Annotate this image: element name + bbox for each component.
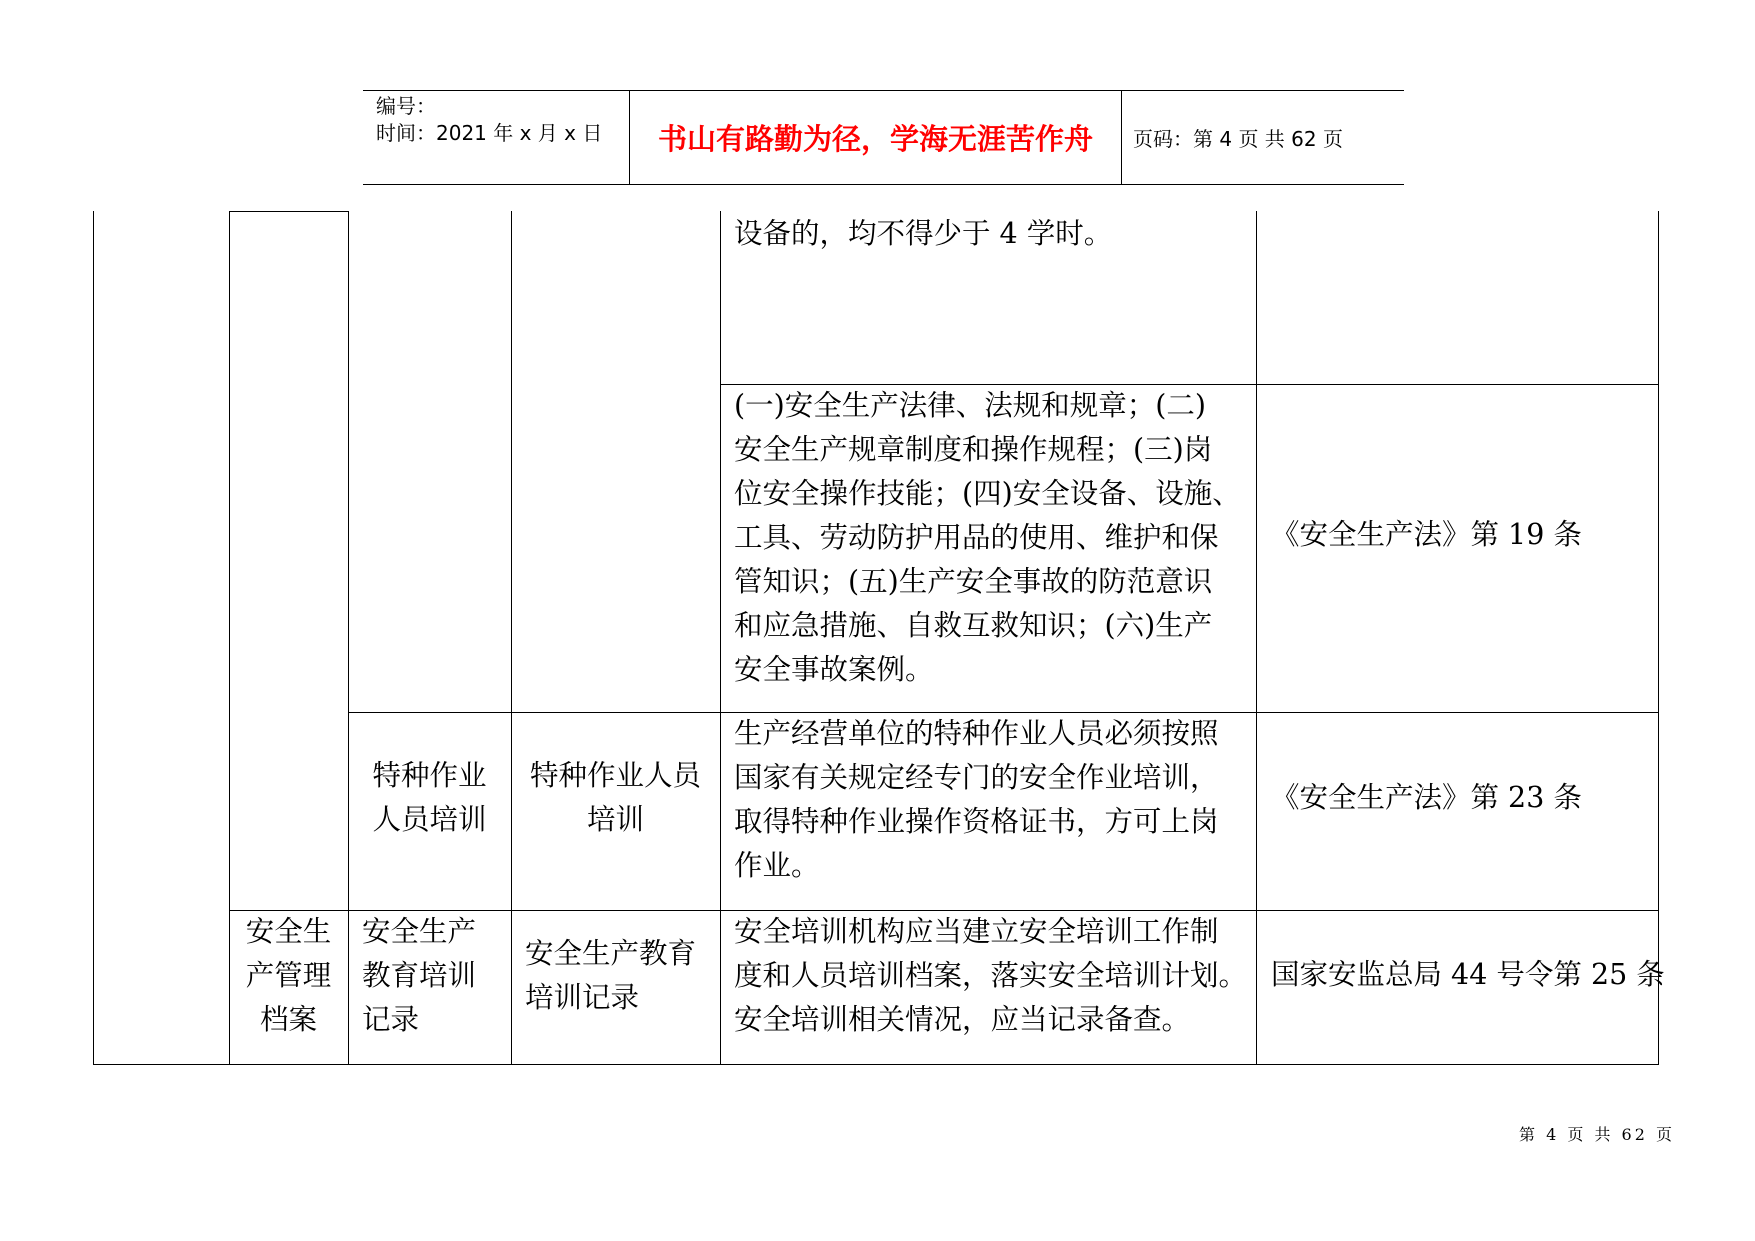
header-bottom-rule — [363, 184, 1404, 185]
table-cell-requirement-archives — [511, 910, 721, 1065]
table-cell-item-special-operations — [348, 712, 512, 911]
cell-text-line: 安全培训相关情况，应当记录备查。 — [734, 1003, 1191, 1036]
cell-text-line: 教育培训 — [362, 959, 477, 992]
cell-text-line: 人员培训 — [372, 803, 487, 836]
header-divider — [1121, 90, 1122, 184]
date-label: 时间：2021 年 x 月 x 日 — [376, 121, 603, 145]
motto-banner: 书山有路勤为径，学海无涯苦作舟 — [657, 122, 1093, 156]
cell-text-line: 档案 — [259, 1003, 317, 1036]
table-cell-subcategory-continued — [229, 211, 349, 911]
table-cell-basis-training — [1256, 384, 1659, 713]
cell-text-line: 作业。 — [734, 849, 820, 882]
regulation-table — [93, 211, 1665, 1065]
cell-text-line: 培训记录 — [525, 981, 640, 1014]
cell-text-line: 安全事故案例。 — [734, 653, 934, 686]
table-cell-requirement-special-operations — [511, 712, 721, 911]
cell-text-line: 培训 — [586, 803, 644, 836]
table-cell-content-archives — [720, 910, 1257, 1065]
table-cell-requirement-continued — [511, 211, 721, 713]
cell-text-line: 安全生 — [245, 915, 332, 948]
cell-text-line: 安全培训机构应当建立安全培训工作制 — [734, 915, 1219, 948]
cell-text-line: 国家有关规定经专门的安全作业培训， — [734, 761, 1219, 794]
table-cell-basis-continued — [1256, 211, 1659, 385]
table-cell-category-continued — [93, 211, 230, 1065]
serial-number-label: 编号： — [376, 94, 436, 118]
cell-text-line: 安全生产 — [362, 915, 477, 948]
table-cell-item-continued — [348, 211, 512, 713]
cell-text-line: 记录 — [362, 1003, 420, 1036]
table-cell-basis-archives — [1256, 910, 1665, 1065]
cell-text-line: 《安全生产法》第 23 条 — [1271, 781, 1582, 814]
cell-text-line: 安全生产教育 — [525, 937, 697, 970]
header-meta — [376, 93, 602, 147]
cell-text-line: 和应急措施、自救互救知识；(六)生产 — [734, 609, 1213, 642]
cell-text-line: 《安全生产法》第 19 条 — [1271, 518, 1582, 551]
cell-text-line: 位安全操作技能；(四)安全设备、设施、 — [734, 477, 1241, 510]
cell-text-line: 产管理 — [245, 959, 332, 992]
table-cell-content-continued — [720, 211, 1257, 385]
cell-text-line: 安全生产规章制度和操作规程；(三)岗 — [734, 433, 1213, 466]
cell-text-line: 国家安监总局 44 号令第 25 条 — [1271, 958, 1665, 991]
cell-text-line: 工具、劳动防护用品的使用、维护和保 — [734, 521, 1219, 554]
table-cell-category-archives — [229, 910, 349, 1065]
cell-text-line: 取得特种作业操作资格证书，方可上岗 — [734, 805, 1219, 838]
table-cell-content-training — [720, 384, 1257, 713]
cell-text-line: 管知识；(五)生产安全事故的防范意识 — [734, 565, 1213, 598]
cell-text-line: 特种作业 — [372, 759, 487, 792]
footer-page-number: 第 4 页 共 62 页 — [1519, 1125, 1675, 1144]
cell-text-line: 生产经营单位的特种作业人员必须按照 — [734, 717, 1219, 750]
table-cell-content-special-operations — [720, 712, 1257, 911]
cell-text-line: 特种作业人员 — [529, 759, 701, 792]
cell-text-line: 设备的，均不得少于 4 学时。 — [734, 217, 1113, 250]
cell-text-line: (一)安全生产法律、法规和规章；(二) — [734, 389, 1206, 422]
page-indicator: 页码：第 4 页 共 62 页 — [1133, 127, 1343, 151]
cell-text-line: 度和人员培训档案，落实安全培训计划。 — [734, 959, 1248, 992]
table-cell-item-archives — [348, 910, 512, 1065]
table-cell-basis-special-operations — [1256, 712, 1659, 911]
